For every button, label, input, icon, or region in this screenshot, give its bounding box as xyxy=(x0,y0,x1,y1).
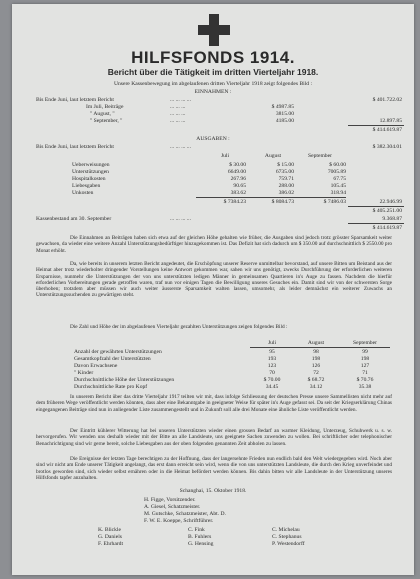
expense-grand-total: $ 405.251.00 xyxy=(372,208,402,214)
income-row-amount: $ 4987.85 xyxy=(271,104,294,110)
stats-row-label: Gesamtkopfzahl der Unterstützten xyxy=(74,356,151,362)
income-row-dots: ... ... ... xyxy=(170,111,186,117)
expense-value: 383.62 xyxy=(230,190,246,196)
balance-value: 9.368.87 xyxy=(382,216,402,222)
stats-value: 99 xyxy=(362,349,368,355)
income-row-amount: 4185.00 xyxy=(275,118,294,124)
expense-row-label: Ueberweisungen xyxy=(72,162,110,168)
income-row-label: Im Juli, Beiträge xyxy=(86,104,124,110)
sum-rule xyxy=(348,223,404,224)
stats-value: 71 xyxy=(362,370,368,376)
stats-month-header: August xyxy=(307,340,325,346)
stats-row-label: Durchschnittliche Höhe der Unterstützungen xyxy=(74,377,175,383)
expense-value: 90.65 xyxy=(233,183,246,189)
stats-value: 198 xyxy=(311,356,321,362)
expenses-opening-label: Bis Ende Juni, laut letztem Bericht xyxy=(36,144,114,150)
expense-row-label: Unkosten xyxy=(72,190,94,196)
sum-rule xyxy=(348,206,404,207)
income-row-total: $ 401.722.02 xyxy=(372,97,402,103)
income-row-dots: ... ... ... ... xyxy=(170,97,191,103)
stats-value: 193 xyxy=(267,356,277,362)
member-name: C. Michelau xyxy=(272,527,300,533)
intro-line: Unsere Kassenbewegung im abgelaufenen dritten Vierteljahr 1918 zeigt folgendes Bild : xyxy=(113,81,313,87)
expenses-heading: AUSGABEN : xyxy=(196,136,230,142)
document-subtitle: Bericht über die Tätigkeit im dritten Vierteljahr 1918. xyxy=(107,67,319,77)
paragraph-income-summary: Die Einnahmen an Beiträgen haben sich etwa auf der gleichen Höhe gehalten wie früher, die Ausgaben sind jedoch trotz grösster Sparsamkeit weiter gewachsen, da wieder eine weitere Anzahl Unterstützungsbedürftiger hinzugekommen ist. Das Defizit hat sich dadurch um $ 350.00 auf durchschnittlich $ 2550.00 pro Monat erhöht. xyxy=(36,235,392,254)
sum-rule xyxy=(196,197,346,198)
income-row-dots: ... ... ... xyxy=(170,118,186,124)
expense-value: $ 60.00 xyxy=(329,162,346,168)
stats-value: 34.12 xyxy=(309,384,323,390)
member-name: K. Blickle xyxy=(98,527,121,533)
expense-value: 6735.00 xyxy=(275,169,294,175)
stats-value: 98 xyxy=(313,349,319,355)
expenses-opening-value: $ 382.304.01 xyxy=(372,144,402,150)
expense-value: 318.94 xyxy=(330,190,346,196)
stats-value: $ 68.72 xyxy=(307,377,325,383)
month-header: September xyxy=(308,153,332,159)
stats-value: 34.45 xyxy=(265,384,279,390)
expense-month-total: $ 8084.73 xyxy=(271,199,294,205)
stats-month-header: Juli xyxy=(267,340,277,346)
stats-row-label: " Kinder xyxy=(74,370,94,376)
expense-row-label: Liebesgaben xyxy=(72,183,101,189)
expense-month-total: $ 7384.23 xyxy=(223,199,246,205)
committee-member: M. Gutschke, Schatzmeister, Abt. D. xyxy=(144,511,226,517)
paragraph-peace: Die Ereignisse der letzten Tage berechtigen zu der Hoffnung, dass der langersehnte Frieden nun endlich bald den Welt wiedergegeben wird. Noch aber sind wir nicht am Ende unserer Tätigkeit angelangt, das erst dann erreicht sein wird, wenn die von uns unterstützten Landsleute, die durch den Krieg unverfeindet und brotlos geworden sind, sich wieder selbst ernähren oder in die Heimat befördert werden können. Bis dahin bitten wir alle Landsleute in der Unterstützung unseres Hilfsfonds tapfer anzuhalten. xyxy=(36,456,392,481)
expense-value: 386.02 xyxy=(278,190,294,196)
expense-value: 7005.89 xyxy=(327,169,346,175)
stats-value: 126 xyxy=(311,363,321,369)
stats-row-label: Davon Erwachsene xyxy=(74,363,118,369)
expense-value: 288.00 xyxy=(278,183,294,189)
income-total: $ 414.619.87 xyxy=(372,127,402,133)
member-name: C. Stephanus xyxy=(272,534,302,540)
expense-quarter-total: 22.946.99 xyxy=(379,199,402,205)
expense-value: 105.45 xyxy=(330,183,346,189)
income-row-label: " September, " xyxy=(90,118,123,124)
expense-value: 67.75 xyxy=(333,176,346,182)
expense-value: $ 30.00 xyxy=(229,162,246,168)
stats-row-label: Durchschnittliche Rate pro Kopf xyxy=(74,384,148,390)
income-row-label: Bis Ende Juni, laut letztem Bericht xyxy=(36,97,114,103)
member-name: P. Westendorff xyxy=(272,541,305,547)
stats-row-label: Anzahl der gewährten Unterstützungen xyxy=(74,349,162,355)
stats-value: 127 xyxy=(360,363,370,369)
expense-row-label: Hospitalkosten xyxy=(72,176,106,182)
month-header: Juli xyxy=(220,153,230,159)
member-name: C. Fink xyxy=(188,527,205,533)
expense-value: 759.71 xyxy=(278,176,294,182)
expense-value: $ 15.00 xyxy=(277,162,294,168)
stats-value: 35.38 xyxy=(358,384,372,390)
income-heading: EINNAHMEN : xyxy=(194,89,232,95)
stats-value: $ 70.00 xyxy=(263,377,281,383)
document-title: HILFSFONDS 1914. xyxy=(131,48,295,67)
expense-value: 6649.00 xyxy=(227,169,246,175)
paragraph-reserve: Da, wie bereits in unserem letzten Bericht angedeutet, die Erschöpfung unserer Reserve unmittelbar bevorstand, auf unsere Bitten um Beistand aus der Heimat aber trotz wiederholter dringender Vorstellungen keine Antwort gekommen war, sahen wir uns genötigt, zwecks Durchführung der erforderlichen weiteren Ersparnisse, nunmehr die Unterstützungen der von uns unterstützten ledigen Männer in gemeinsamen Quartieren in's Auge zu fassen. Nachdem die hierfür erforderlichen Vorbereitungen gerade getroffen waren, traf nun vor einigen Tagen die Bewilligung unseres Gesuches ein. Damit sind wir von der schwersten Sorge überhoben; trotzdem aber müssen wir auch weiter äusserste Sparsamkeit walten lassen, umsomehr, als leider demnächst ein weiterer Zuwachs an Unterstützungssuchenden zu gewärtigen steht. xyxy=(36,261,392,299)
paragraph-clothing: Der Eintritt kühlerer Witterung hat bei unseren Unterstützten wieder einen grossen Bedarf an warmer Kleidung, Unterzeug, Schuhwerk u. s. w. hervorgerufen. Wir wenden uns deshalb wieder mit der Bitte an alle Landsleute, uns geeignete Sachen zuwenden zu wollen. Bei schriftlicher oder telephonischer Benachrichtigung sind wir gerne bereit, solche Liebesgaben aus der oben folgenden genannten Zeit abholen zu lassen. xyxy=(36,428,392,447)
place-date: Schanghai, 15. Oktober 1918. xyxy=(179,488,247,494)
stats-value: 198 xyxy=(360,356,370,362)
table-rule xyxy=(250,347,390,348)
committee-member: H. Figge, Vorsitzender. xyxy=(144,497,196,503)
income-row-total: 12.897.85 xyxy=(379,118,402,124)
member-name: B. Fuhlers xyxy=(188,534,212,540)
stats-value: 70 xyxy=(269,370,275,376)
committee-member: A. Giesel, Schatzmeister. xyxy=(144,504,201,510)
stats-value: $ 70.76 xyxy=(356,377,374,383)
expense-month-total: $ 7486.03 xyxy=(323,199,346,205)
red-cross-emblem xyxy=(198,14,230,46)
paragraph-stats-intro: Die Zahl und Höhe der im abgelaufenen Vierteljahr gezahlten Unterstützungen zeigen folgendes Bild : xyxy=(70,324,288,330)
document-page xyxy=(12,4,414,575)
stats-value: 123 xyxy=(267,363,277,369)
expenses-opening-dots: ... ... ... ... xyxy=(170,144,191,150)
member-name: F. Ehrhardt xyxy=(98,541,124,547)
month-header: August xyxy=(264,153,282,159)
balance-dots: ... ... ... ... xyxy=(170,216,191,222)
expense-row-label: Unterstützungen xyxy=(72,169,109,175)
balance-label: Kassenbestand am 30. September xyxy=(36,216,112,222)
stats-month-header: September xyxy=(353,340,377,346)
committee-member: F. W. E. Koeppe, Schriftführer. xyxy=(144,518,214,524)
income-row-dots: ... ... ... xyxy=(170,104,186,110)
income-row-amount: 3815.00 xyxy=(275,111,294,117)
final-total: $ 414.619.87 xyxy=(372,225,402,231)
stats-value: 72 xyxy=(313,370,319,376)
member-name: G. Daniels xyxy=(98,534,122,540)
income-row-label: " August, " xyxy=(90,111,115,117)
member-name: G. Hensing xyxy=(188,541,214,547)
expense-value: 267.96 xyxy=(230,176,246,182)
stats-value: 95 xyxy=(269,349,275,355)
paragraph-publication: In unserem Bericht über das dritte Vierteljahr 1917 teilten wir mit, dass infolge Schliessung der deutschen Presse unsere Sammellisten nicht mehr auf dem früheren Wege veröffentlicht werden könnten, dass aber eine Bekanntgabe in geeigneter Weise für später in's Auge gefasst sei. Da seit der Kriegserklärung Chinas eingegangenen Beiträge sind nun in anliegender Liste zusammengestellt und in Zukunft soll alle drei Monate eine ähnliche Liste veröffentlicht werden. xyxy=(36,394,392,413)
sum-rule xyxy=(348,125,404,126)
